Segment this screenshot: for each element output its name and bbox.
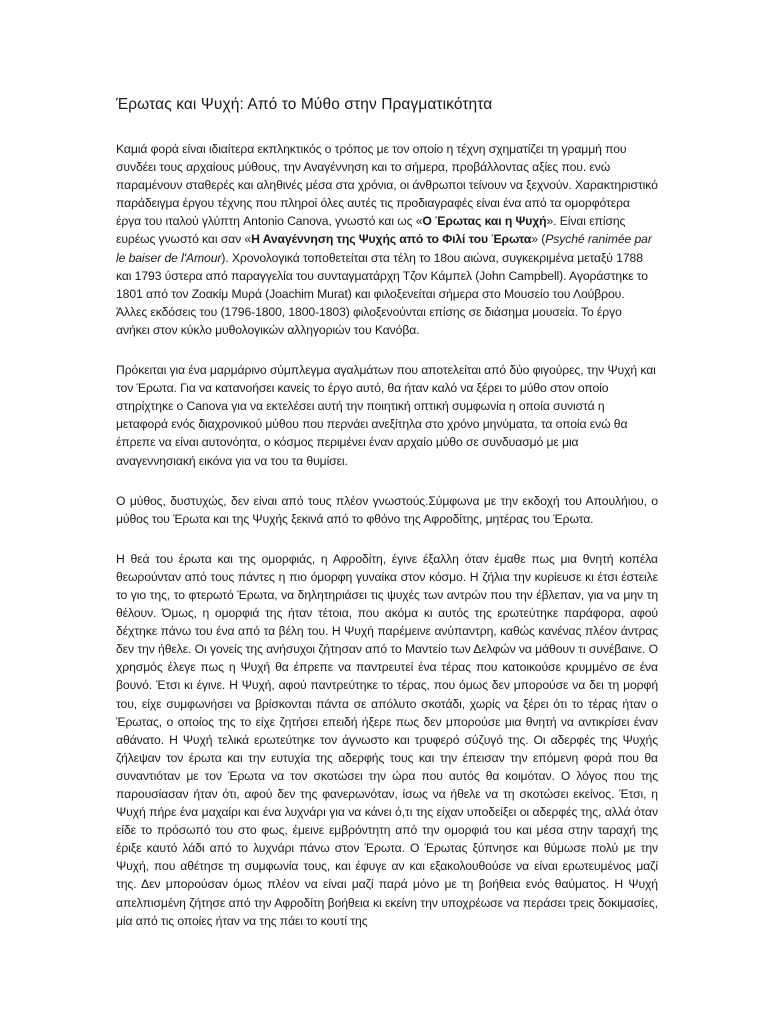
intro-text-c: ». Είναι επίσης ευρέως γνωστό και σαν « bbox=[116, 214, 626, 247]
document-title: Έρωτας και Ψυχή: Από το Μύθο στην Πραγματικότητα bbox=[116, 96, 493, 113]
intro-text-d: » ( bbox=[531, 232, 546, 247]
paragraph-myth-story: Η θεά του έρωτα και της ομορφιάς, η Αφροδίτη, έγινε έξαλλη όταν έμαθε πως μια θνητή κοπέλα θεωρούνταν από τους πάντες η πιο όμορφη γυναίκα στον κόσμο. Η ζήλια την κυρίευσε κι έτσι έστειλε το γιο της, το φτερωτό Έρωτα, να δηλητηριάσει τις ψυχές των αντρών που την έβλεπαν, για να μην τη θέλουν. Όμως, η ομορφιά της ήταν τέτοια, που ακόμα κι αυτός της ερωτεύτηκε παράφορα, αφού δέχτηκε πάνω του ένα από τα βέλη του. Η Ψυχή παρέμεινε ανύπαντρη, καθώς κανένας πλέον άντρας δεν την ήθελε. Οι γονείς της ανήσυχοι ζήτησαν από το Μαντείο των Δελφών να μάθουν τι συνέβαινε. Ο χρησμός έλεγε πως η Ψυχή θα έπρεπε να παντρευτεί ένα τέρας που κατοικούσε κρυμμένο σε ένα βουνό. Έτσι κι έγινε. Η Ψυχή, αφού παντρεύτηκε το τέρας, που όμως δεν μπορούσε να δει τη μορφή του, είχε συμφωνήσει να βρίσκονται πάντα σε απόλυτο σκοτάδι, χωρίς να ξέρει ότι το τέρας ήταν ο Έρωτας, ο οποίος της το είχε ζητήσει επειδή ήξερε πως δεν μπορούσε μια θνητή να αντικρίσει έναν αθάνατο. Η Ψυχή τελικά ερωτεύτηκε τον άγνωστο και τρυφερό σύζυγό της. Οι αδερφές της Ψυχής ζήλεψαν τον έρωτα και την ευτυχία της αδερφής τους και την έπεισαν την επόμενη φορά που θα συναντιόταν με τον Έρωτα να τον σκοτώσει την ώρα που αυτός θα κοιμόταν. Ο λόγος που της παρουσίασαν ήταν ότι, αφού δεν της φανερωνόταν, ίσως να ήθελε να τη σκοτώσει εκείνος. Έτσι, η Ψυχή πήρε ένα μαχαίρι και ένα λυχνάρι για να κάνει ό,τι της είχαν υποδείξει οι αδερφές της, αλλά όταν είδε το πρόσωπό του στο φως, έμεινε εμβρόντητη από την ομορφιά του και μέσα στην ταραχή της έριξε καυτό λάδι από το λυχνάρι πάνω στον Έρωτα. Ο Έρωτας ξύπνησε και θύμωσε πολύ με την Ψυχή, που αθέτησε τη συμφωνία τους, και έφυγε αν και εξακολουθούσε να είναι ερωτευμένος μαζί της. Δεν μπορούσαν όμως πλέον να είναι μαζί παρά μόνο με τη βοήθεια ενός θαύματος. Η Ψυχή απελπισμένη ζήτησε από την Αφροδίτη βοήθεια κι εκείνη την υποχρέωσε να περάσει τρεις δοκιμασίες, μία από τις οποίες ήταν να της πάει το κουτί της bbox=[116, 551, 658, 928]
paragraph-description: Πρόκειται για ένα μαρμάρινο σύμπλεγμα αγαλμάτων που αποτελείται από δύο φιγούρες, την Ψυχή και τον Έρωτα. Για να κατανοήσει κανείς το έργο αυτό, θα ήταν καλό να ξέρει το μύθο στον οποίο στηρίχτηκε ο Canova για να εκτελέσει αυτή την ποιητική οπτική συμφωνία η οποία συνιστά η μεταφορά ενός διαχρονικού μύθου που περνάει ανεξίτηλα στο χρόνο μηνύματα, τα οποία ενώ θα έπρεπε να είναι αυτονόητα, ο κόσμος περιμένει έναν αρχαίο μύθο σε συνδυασμό με μια αναγεννησιακή εικόνα για να του τα θυμίσει. bbox=[116, 363, 656, 468]
intro-text-a: Καμιά φορά είναι ιδιαίτερα εκπληκτικός ο τρόπος με τον οποίο η τέχνη σχηματίζει τη γραμμή που συνδέει τους αρχαίους μύθους, την Αναγέννηση και το σήμερα, προβάλλοντας αξίες που. ενώ παραμένουν σταθερές και αληθινές μέσα στα χρόνια, οι άνθρωποι τείνουν να ξεχνούν. Χαρακτηριστικό παράδειγμα έργου τέχνης που πληροί όλες αυτές τις προδιαγραφές είναι ένα από τα ομορφότερα έργα του ιταλού γλύπτη Antonio Canova, γνωστό και ως « bbox=[116, 142, 658, 229]
artwork-title-bold: Ο Έρωτας και η Ψυχή bbox=[422, 214, 547, 229]
intro-text-e: ). Χρονολογικά τοποθετείται στα τέλη το 18ου αιώνα, συγκεκριμένα μεταξύ 1788 και 1793 ύστερα από παραγγελία του συνταγματάρχη Τζον Κάμπελ (John Campbell). Αγοράστηκε το 1801 από τον Ζοακίμ Μυρά (Joachim Murat) και φιλοξενείται σήμερα στο Μουσείο του Λούβρου. Άλλες εκδόσεις του (1796-1800, 1800-1803) φιλοξενούνται επίσης σε διάσημα μουσεία. Το έργο ανήκει στον κύκλο μυθολογικών αλληγοριών του Κανόβα. bbox=[116, 250, 648, 337]
paragraph-myth-intro: Ο μύθος, δυστυχώς, δεν είναι από τους πλέον γνωστούς.Σύμφωνα με την εκδοχή του Απουλήιου, ο μύθος του Έρωτα και της Ψυχής ξεκινά από το φθόνο της Αφροδίτης, μητέρας του Έρωτα. bbox=[116, 493, 658, 526]
paragraph-intro bbox=[116, 140, 658, 339]
artwork-alt-title-bold: Η Αναγέννηση της Ψυχής από το Φιλί του Έρωτα bbox=[251, 232, 532, 247]
artwork-french-title: Psyché ranimée par le baiser de l'Amour bbox=[116, 232, 652, 265]
